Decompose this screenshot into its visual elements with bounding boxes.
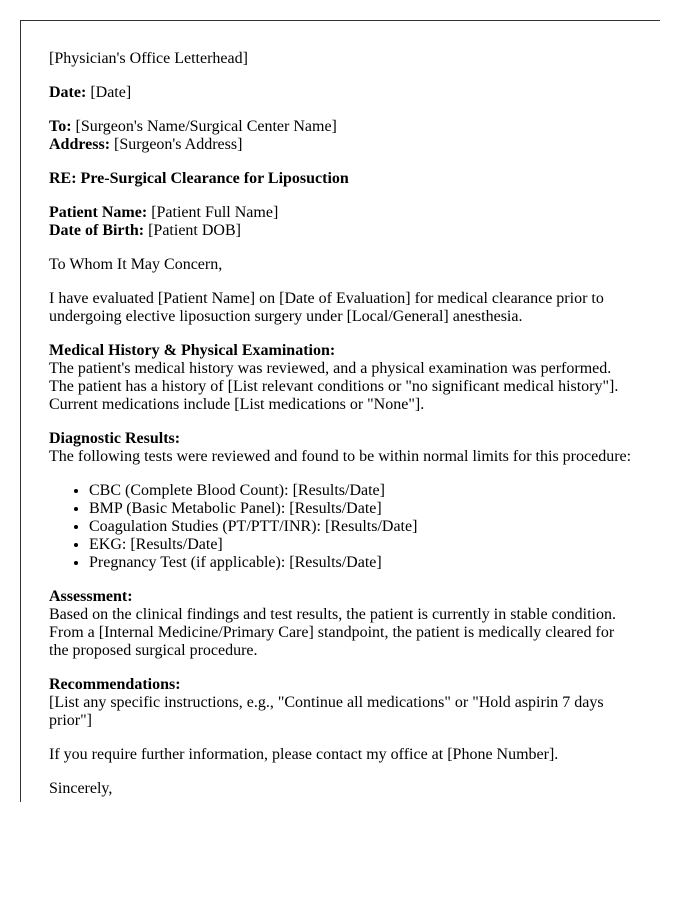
assessment-section [49, 588, 633, 660]
list-item: • BMP (Basic Metabolic Panel): [Results/Date] [89, 500, 633, 518]
contact-paragraph: If you require further information, please contact my office at [Phone Number]. [49, 746, 559, 763]
date-label: Date: [49, 84, 87, 101]
letterhead: [Physician's Office Letterhead] [49, 50, 248, 67]
recommendations-body: [List any specific instructions, e.g., "Continue all medications" or "Hold aspirin 7 days prior"] [49, 694, 604, 729]
subject-line [49, 170, 633, 188]
to-value: [Surgeon's Name/Surgical Center Name] [71, 118, 337, 135]
diagnostics-body: The following tests were reviewed and found to be within normal limits for this procedure: [49, 448, 632, 465]
assessment-body: Based on the clinical findings and test results, the patient is currently in stable condition. From a [Internal Medicine/Primary Care] standpoint, the patient is medically cleared for the proposed surgical procedure. [49, 606, 616, 659]
closing: Sincerely, [49, 780, 113, 797]
patient-name-value: [Patient Full Name] [147, 204, 279, 221]
patient-block [49, 204, 633, 240]
dob-value: [Patient DOB] [144, 222, 241, 239]
date-value: [Date] [86, 84, 132, 101]
address-label: Address: [49, 136, 111, 153]
intro-paragraph: I have evaluated [Patient Name] on [Date of Evaluation] for medical clearance prior to undergoing elective liposuction surgery under [Local/General] anesthesia. [49, 290, 604, 325]
to-label: To: [49, 118, 72, 135]
recommendations-section [49, 676, 633, 730]
document-viewport [20, 20, 660, 802]
list-item: • EKG: [Results/Date] [89, 536, 633, 554]
date-line [49, 84, 633, 102]
recipient-block [49, 118, 633, 154]
dob-label: Date of Birth: [49, 222, 145, 239]
list-item: • Pregnancy Test (if applicable): [Results/Date] [89, 554, 633, 572]
medical-history-heading: Medical History & Physical Examination: [49, 342, 336, 359]
medical-history-section [49, 342, 633, 414]
list-item: • CBC (Complete Blood Count): [Results/Date] [89, 482, 633, 500]
subject-text: RE: Pre-Surgical Clearance for Liposuction [49, 170, 349, 187]
list-item: • Coagulation Studies (PT/PTT/INR): [Results/Date] [89, 518, 633, 536]
medical-history-body: The patient's medical history was reviewed, and a physical examination was performed. The patient has a history of [List relevant conditions or "no significant medical history"]. Current medications include [List medications or "None"]. [49, 360, 619, 413]
diagnostics-heading: Diagnostic Results: [49, 430, 181, 447]
diagnostics-section [49, 430, 633, 466]
clearance-letter [20, 20, 660, 802]
address-value: [Surgeon's Address] [110, 136, 243, 153]
patient-name-label: Patient Name: [49, 204, 148, 221]
recommendations-heading: Recommendations: [49, 676, 181, 693]
diagnostics-list [49, 482, 633, 572]
salutation: To Whom It May Concern, [49, 256, 223, 273]
assessment-heading: Assessment: [49, 588, 133, 605]
